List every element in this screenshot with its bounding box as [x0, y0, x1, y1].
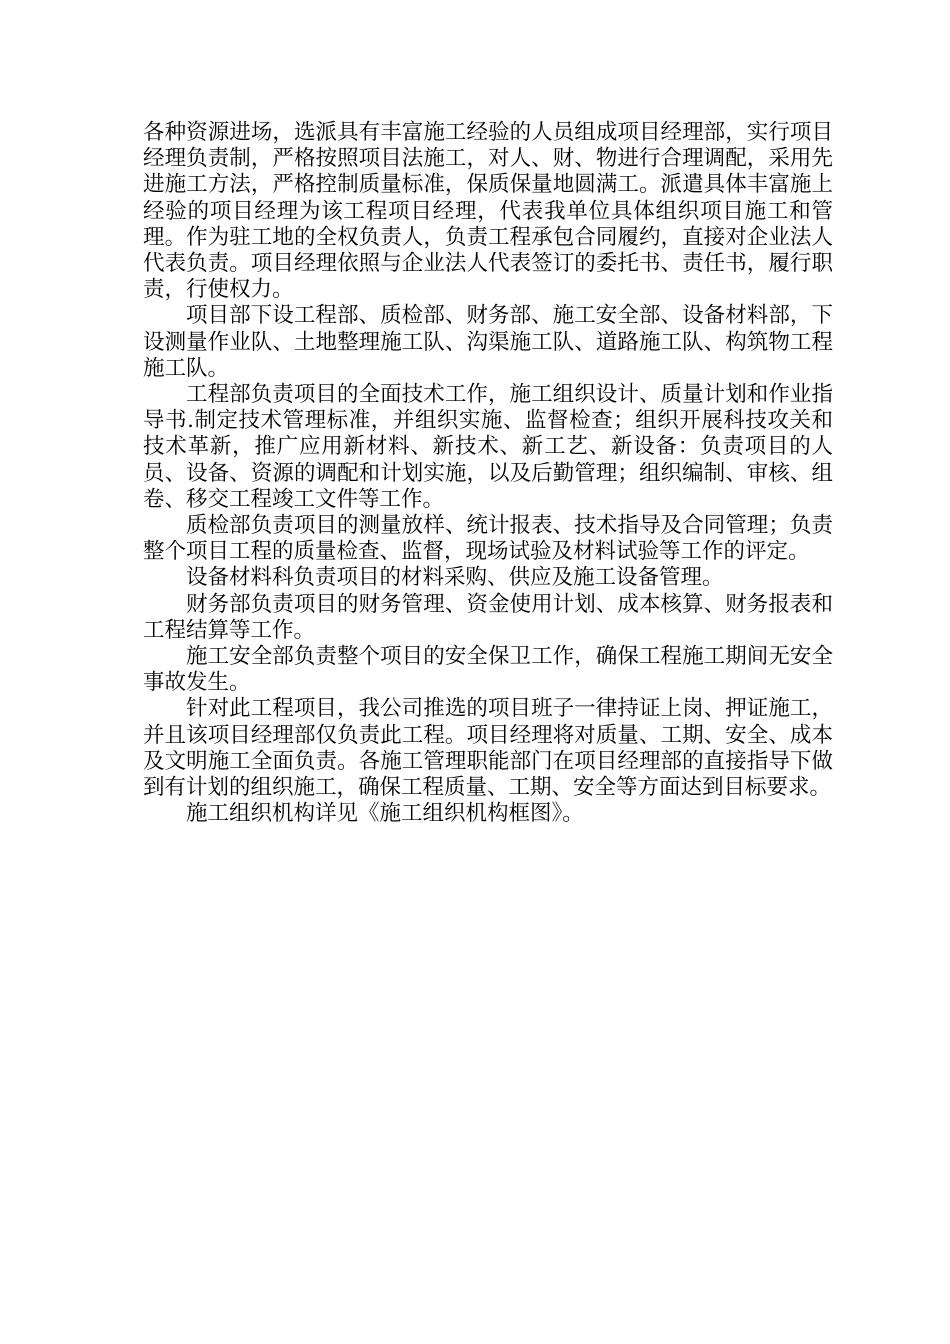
paragraph-departments: 项目部下设工程部、质检部、财务部、施工安全部、设备材料部，下设测量作业队、土地整理施工队、沟渠施工队、道路施工队、构筑物工程施工队。 — [143, 303, 833, 381]
paragraph-quality-dept: 质检部负责项目的测量放样、统计报表、技术指导及合同管理；负责整个项目工程的质量检查、监督，现场试验及材料试验等工作的评定。 — [143, 513, 833, 565]
document-body — [143, 120, 833, 827]
paragraph-org-chart-reference: 施工组织机构详见《施工组织机构框图》。 — [186, 801, 584, 827]
paragraph-equipment-dept: 设备材料科负责项目的材料采购、供应及施工设备管理。 — [186, 565, 724, 591]
paragraph-safety-dept: 施工安全部负责整个项目的安全保卫工作，确保工程施工期间无安全事故发生。 — [143, 644, 833, 696]
paragraph-resources: 各种资源进场，选派具有丰富施工经验的人员组成项目经理部，实行项目经理负责制，严格按照项目法施工，对人、财、物进行合理调配，采用先进施工方法，严格控制质量标准，保质保量地圆满工。派遣具体丰富施上经验的项目经理为该工程项目经理，代表我单位具体组织项目施工和管理。作为驻工地的全权负责人，负责工程承包合同履约，直接对企业法人代表负责。项目经理依照与企业法人代表签订的委托书、责任书，履行职责，行使权力。 — [143, 120, 833, 303]
paragraph-finance-dept: 财务部负责项目的财务管理、资金使用计划、成本核算、财务报表和工程结算等工作。 — [143, 591, 833, 643]
paragraph-engineering-dept: 工程部负责项目的全面技术工作，施工组织设计、质量计划和作业指导书.制定技术管理标准，并组织实施、监督检查；组织开展科技攻关和技术革新，推广应用新材料、新技术、新工艺、新设备：负责项目的人员、设备、资源的调配和计划实施，以及后勤管理；组织编制、审核、组卷、移交工程竣工文件等工作。 — [143, 382, 833, 512]
paragraph-project-team: 针对此工程项目，我公司推选的项目班子一律持证上岗、押证施工，并且该项目经理部仅负责此工程。项目经理将对质量、工期、安全、成本及文明施工全面负责。各施工管理职能部门在项目经理部的直接指导下做到有计划的组织施工，确保工程质量、工期、安全等方面达到目标要求。 — [143, 696, 833, 801]
